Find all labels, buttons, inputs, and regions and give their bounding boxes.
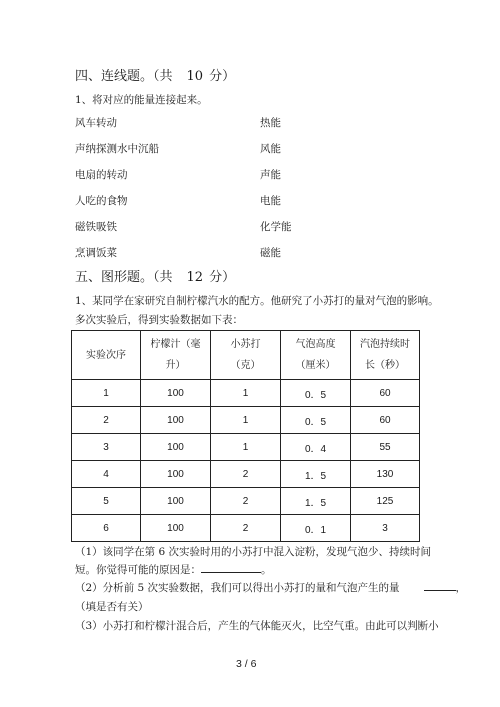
section-5-title: 五、图形题。（共 [75, 270, 173, 285]
right-item: 热能 [260, 117, 281, 129]
table-cell: 0．1 [281, 515, 351, 542]
sub-question-1-line-1: （1）该同学在第 6 次实验时用的小苏打中混入淀粉，发现气泡少、持续时间 [75, 546, 432, 558]
right-item: 声能 [260, 169, 281, 181]
section-4-title: 四、连线题。（共 [75, 69, 173, 84]
sub-question-2-line-1: （2）分析前 5 次实验数据，我们可以得出小苏打的量和气泡产生的量 ， [75, 582, 467, 594]
section-4-unit: 分） [209, 69, 236, 84]
table-cell: 5 [72, 488, 141, 515]
table-cell: 3 [72, 434, 141, 461]
table-header-row [72, 331, 420, 380]
header-trial: 实验次序 [72, 331, 141, 380]
table-cell: 3 [351, 515, 420, 542]
table-cell: 0．5 [281, 407, 351, 434]
table-cell: 100 [141, 461, 211, 488]
table-row [72, 461, 420, 488]
experiment-table [71, 330, 420, 542]
page-number: 3 / 6 [236, 658, 257, 670]
sub-question-2-line-2: （填是否有关） [75, 601, 149, 613]
lemonade-question-line-1: 1、某同学在家研究自制柠檬汽水的配方。他研究了小苏打的量对气泡的影响。 [75, 295, 439, 307]
table-row [72, 488, 420, 515]
table-cell: 100 [141, 407, 211, 434]
left-item: 电扇的转动 [75, 169, 128, 181]
section-5-heading [75, 266, 235, 285]
section-5-unit: 分） [209, 270, 236, 285]
table-cell: 1．5 [281, 488, 351, 515]
left-item: 人吃的食物 [75, 195, 128, 207]
table-cell: 100 [141, 515, 211, 542]
table-row [72, 434, 420, 461]
header-lemon-juice: 柠檬汁（毫 升） [141, 331, 211, 380]
right-item: 风能 [260, 143, 281, 155]
left-item: 声纳探测水中沉船 [75, 143, 159, 155]
table-cell: 4 [72, 461, 141, 488]
left-item: 风车转动 [75, 117, 117, 129]
header-bubble-duration: 汽泡持续时 长（秒） [351, 331, 420, 380]
sub-question-3-line-1: （3）小苏打和柠檬汁混合后，产生的气体能灭火，比空气重。由此可以判断小 [75, 620, 439, 632]
header-baking-soda: 小苏打 （克） [211, 331, 281, 380]
right-item: 磁能 [260, 247, 281, 259]
left-item: 烹调饭菜 [75, 247, 117, 259]
table-row [72, 515, 420, 542]
table-cell: 0．5 [281, 380, 351, 407]
table-cell: 0．4 [281, 434, 351, 461]
answer-blank-2[interactable] [424, 580, 456, 591]
table-cell: 55 [351, 434, 420, 461]
table-cell: 1 [72, 380, 141, 407]
table-cell: 60 [351, 407, 420, 434]
table-cell: 2 [211, 461, 281, 488]
connect-question: 1、将对应的能量连接起来。 [75, 94, 208, 106]
table-cell: 100 [141, 488, 211, 515]
table-cell: 125 [351, 488, 420, 515]
right-item: 化学能 [260, 221, 292, 233]
table-cell: 1 [211, 380, 281, 407]
lemonade-question-line-2: 多次实验后，得到实验数据如下表： [75, 314, 243, 326]
table-cell: 2 [211, 488, 281, 515]
header-bubble-height: 气泡高度 （厘米） [281, 331, 351, 380]
sub-question-1-line-2: 短。你觉得可能的原因是： 。 [75, 564, 272, 576]
table-cell: 60 [351, 380, 420, 407]
section-5-points: 12 [186, 270, 204, 285]
table-cell: 6 [72, 515, 141, 542]
table-cell: 2 [211, 515, 281, 542]
table-cell: 1 [211, 434, 281, 461]
section-4-heading [75, 65, 235, 84]
table-cell: 2 [72, 407, 141, 434]
right-item: 电能 [260, 195, 281, 207]
left-item: 磁铁吸铁 [75, 221, 117, 233]
table-cell: 1 [211, 407, 281, 434]
section-4-points: 10 [186, 69, 204, 84]
table-cell: 100 [141, 380, 211, 407]
table-cell: 1．5 [281, 461, 351, 488]
table-row [72, 407, 420, 434]
table-row [72, 380, 420, 407]
answer-blank-1[interactable] [201, 562, 261, 573]
table-cell: 100 [141, 434, 211, 461]
table-cell: 130 [351, 461, 420, 488]
